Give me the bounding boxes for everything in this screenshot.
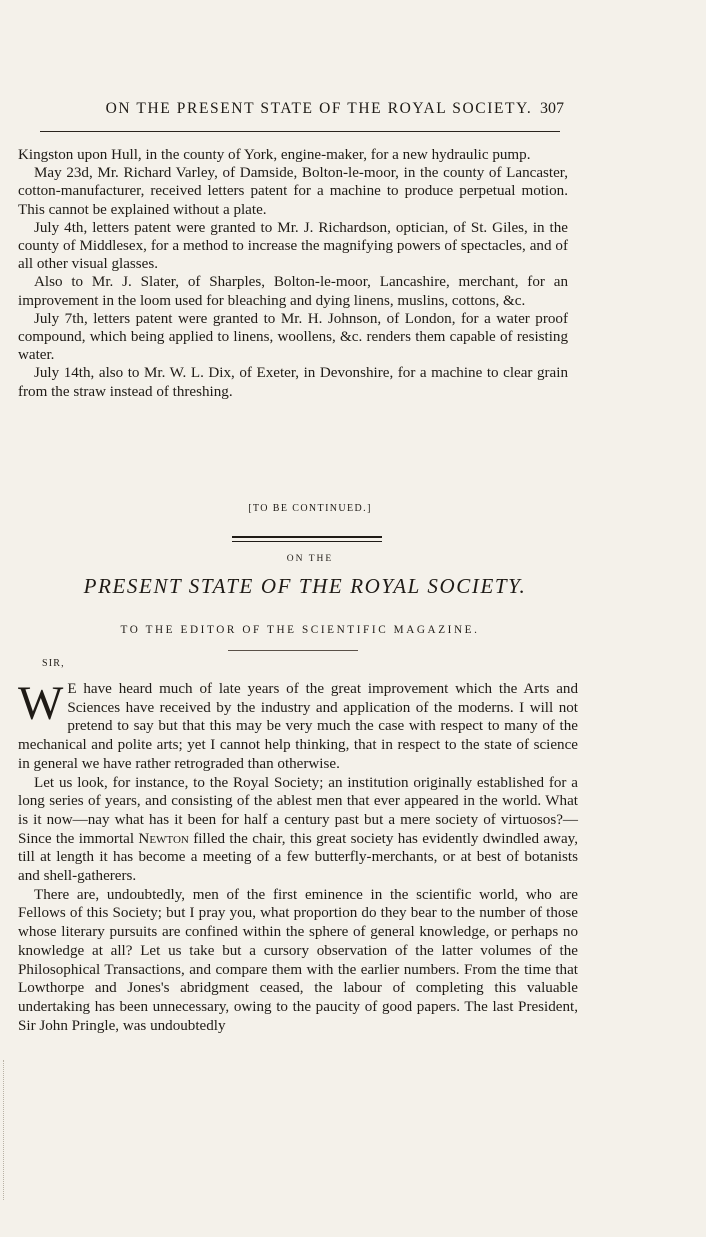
page-edge-mark <box>3 1060 5 1200</box>
to-be-continued-note: [TO BE CONTINUED.] <box>248 503 372 514</box>
article-body <box>18 677 578 1035</box>
paragraph-text: Let us look, for instance, to the Royal Society; an institution originally established for a long series of years, and consisting of the ablest men that ever appeared in the world. What is it now—nay what has it been for half a century past but a mere society of virtuosos?—Since the immortal <box>18 774 578 847</box>
patent-paragraph: July 7th, letters patent were granted to Mr. H. Johnson, of London, for a water proof compound, which being applied to linens, woollens, &c. renders them capable of resisting water. <box>18 310 568 364</box>
patent-paragraph: July 4th, letters patent were granted to Mr. J. Richardson, optician, of St. Giles, in the county of Middlesex, for a method to increase the magnifying powers of spectacles, and of all other visual glasses. <box>18 219 568 273</box>
article-kicker: ON THE <box>286 554 334 564</box>
running-head: ON THE PRESENT STATE OF THE ROYAL SOCIETY. <box>105 100 533 117</box>
article-title: PRESENT STATE OF THE ROYAL SOCIETY. <box>83 574 527 598</box>
page-number: 307 <box>540 100 564 117</box>
paragraph-text: E have heard much of late years of the great improvement which the Arts and Sciences have received by the industry and application of the moderns. I will not pretend to say but that this may be very much the case with respect to many of the mechanical and polite arts; yet I cannot help thinking, that in respect to the state of science in general we have rather retrograded than otherwise. <box>18 681 578 772</box>
patent-paragraph: July 14th, also to Mr. W. L. Dix, of Exeter, in Devonshire, for a machine to clear grain from the straw instead of threshing. <box>18 365 568 400</box>
salutation: SIR, <box>42 658 65 669</box>
patent-paragraph: Also to Mr. J. Slater, of Sharples, Bolton-le-moor, Lancashire, merchant, for an improvement in the loom used for bleaching and dying linens, muslins, cottons, &c. <box>18 274 568 309</box>
patent-paragraph: May 23d, Mr. Richard Varley, of Damside, Bolton-le-moor, in the county of Lancaster, cotton-manufacturer, received letters patent for a machine to produce perpetual motion. This cannot be explained without a plate. <box>18 165 568 218</box>
dedication-rule <box>228 650 358 651</box>
article-paragraph: There are, undoubtedly, men of the first eminence in the scientific world, who are Fellows of this Society; but I pray you, what proportion do they bear to the number of those whose literary pursuits are confined within the sphere of general knowledge, or perhaps no knowledge at all? Let us take but a cursory observation of the latter volumes of the Philosophical Transactions, and compare them with the earlier numbers. From the time that Lowthorpe and Jones's abridgment ceased, the labour of completing this valuable undertaking has been unnecessary, owing to the paucity of good papers. The last President, Sir John Pringle, was undoubtedly <box>18 886 578 1034</box>
drop-cap: W <box>18 677 64 730</box>
patent-notices <box>18 146 568 401</box>
article-paragraph <box>18 774 578 886</box>
editor-dedication: TO THE EDITOR OF THE SCIENTIFIC MAGAZINE. <box>120 624 480 636</box>
patent-paragraph: Kingston upon Hull, in the county of York, engine-maker, for a new hydraulic pump. <box>18 147 531 163</box>
section-divider <box>232 536 382 538</box>
section-divider-thin <box>232 541 382 542</box>
paragraph-text: filled the chair, this great society has evidently dwindled away, till at length it has become a meeting of a few butterfly-merchants, or at best of botanists and shell-gatherers. <box>18 830 578 885</box>
newton-name: Newton <box>138 830 189 847</box>
article-paragraph <box>18 677 578 774</box>
header-rule <box>40 131 560 132</box>
